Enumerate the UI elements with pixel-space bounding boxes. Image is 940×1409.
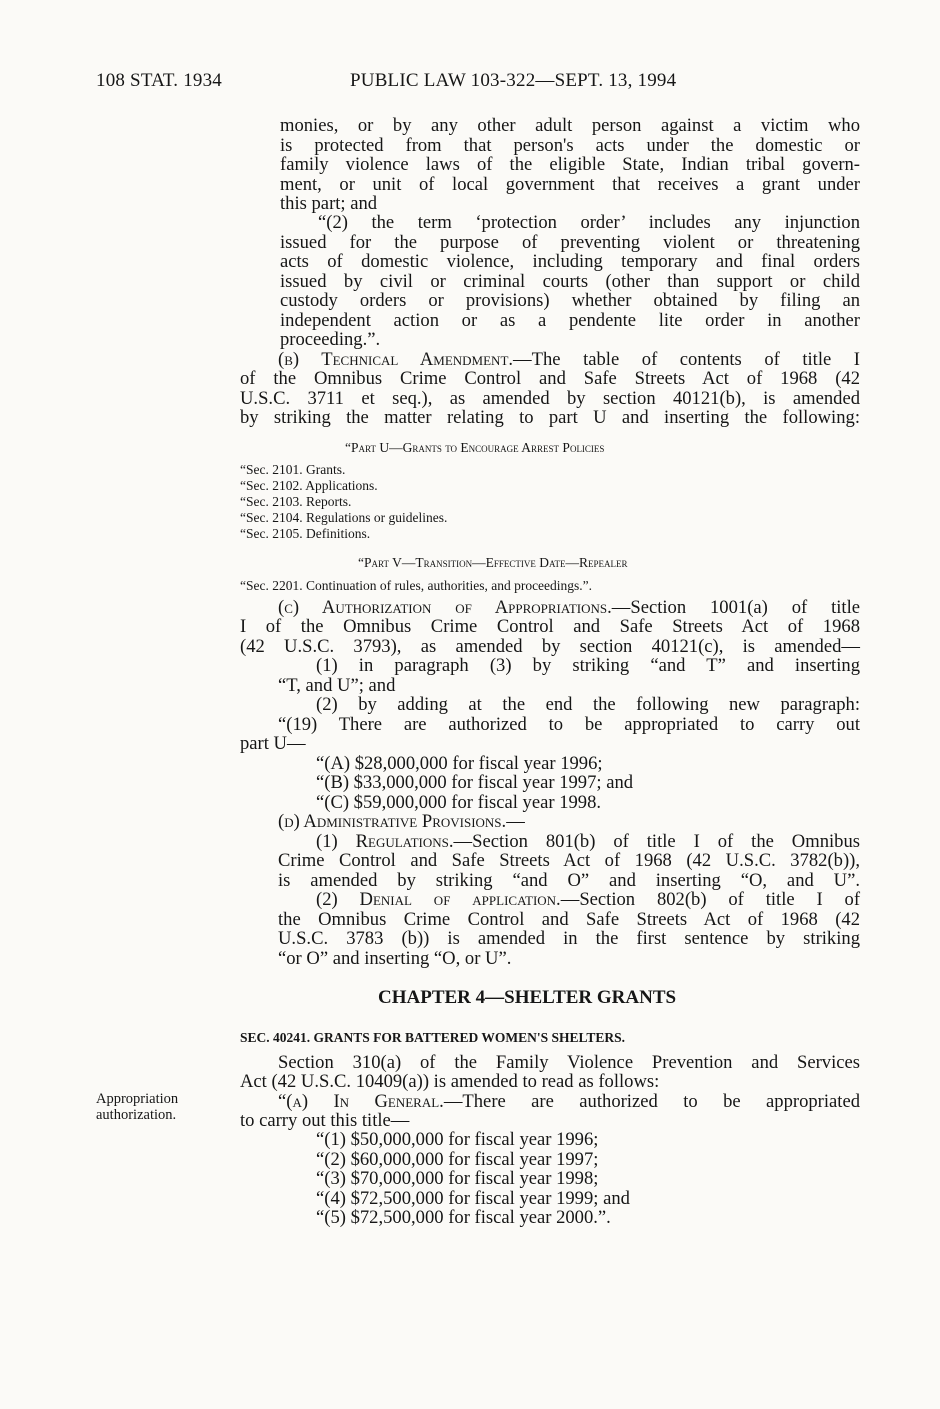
text-line: monies, or by any other adult person against a victim who xyxy=(280,115,860,136)
text-line: independent action or as a pendente lite order in another xyxy=(280,310,860,331)
page-stat-number: 108 STAT. 1934 xyxy=(96,70,223,91)
text-line: is protected from that person's acts under the domestic or xyxy=(280,135,860,156)
subsection-d-heading: (d) Administrative Provisions. xyxy=(278,811,507,832)
text-line: (2) by adding at the end the following new paragraph: xyxy=(316,694,860,715)
text-line: issued for the purpose of preventing violent or threatening xyxy=(280,232,860,253)
text-line: “(19) There are authorized to be appropriated to carry out xyxy=(278,714,860,735)
list-item: “(3) $70,000,000 for fiscal year 1998; xyxy=(316,1168,599,1189)
toc-item: “Sec. 2102. Applications. xyxy=(240,478,378,493)
text-line: issued by civil or criminal courts (other than support or child xyxy=(280,271,860,292)
subsection-d-line: (d) Administrative Provisions.— xyxy=(278,811,525,832)
denial-heading: (2) Denial of application. xyxy=(316,889,561,910)
text-line: I of the Omnibus Crime Control and Safe Streets Act of 1968 xyxy=(240,616,860,637)
text-line: “(2) the term ‘protection order’ includes any injunction xyxy=(318,212,860,233)
margin-note-line: Appropriation xyxy=(96,1091,179,1107)
text-line: (1) in paragraph (3) by striking “and T” and inserting xyxy=(316,655,860,676)
text-line: “or O” and inserting “O, or U”. xyxy=(278,948,512,969)
list-item: “(2) $60,000,000 for fiscal year 1997; xyxy=(316,1149,599,1170)
text-line: custody orders or provisions) whether obtained by filing an xyxy=(280,290,860,311)
section-heading: SEC. 40241. GRANTS FOR BATTERED WOMEN'S SHELTERS. xyxy=(240,1030,625,1045)
text-line: acts of domestic violence, including temporary and final orders xyxy=(280,251,860,272)
regulations-heading: (1) Regulations. xyxy=(316,831,454,852)
list-item: “(C) $59,000,000 for fiscal year 1998. xyxy=(316,792,602,813)
text-line: is amended by striking “and O” and inserting “O, and U”. xyxy=(278,870,860,891)
subsection-b-line: (b) Technical Amendment.—The table of contents of title I xyxy=(278,349,861,370)
text-line: this part; and xyxy=(280,193,378,214)
list-item: “(5) $72,500,000 for fiscal year 2000.”. xyxy=(316,1207,611,1228)
chapter-heading: CHAPTER 4—SHELTER GRANTS xyxy=(378,987,677,1008)
text-line: U.S.C. 3783 (b)) is amended in the first sentence by striking xyxy=(278,928,860,949)
toc-item: “Sec. 2103. Reports. xyxy=(240,494,352,509)
text-line: U.S.C. 3711 et seq.), as amended by section 40121(b), is amended xyxy=(240,388,860,409)
list-item: “(1) $50,000,000 for fiscal year 1996; xyxy=(316,1129,599,1150)
toc-part-u-heading: “Part U—Grants to Encourage Arrest Policies xyxy=(345,440,605,455)
toc-item: “Sec. 2104. Regulations or guidelines. xyxy=(240,510,448,525)
subsection-c-heading: (c) Authorization of Appropriations. xyxy=(278,597,612,618)
toc-item: “Sec. 2105. Definitions. xyxy=(240,526,371,541)
text-line: to carry out this title— xyxy=(240,1110,410,1131)
text-line: “T, and U”; and xyxy=(278,675,396,696)
text-line: part U— xyxy=(240,733,306,754)
text-line: (42 U.S.C. 3793), as amended by section 40121(c), is amended— xyxy=(240,636,860,657)
text-line: Act (42 U.S.C. 10409(a)) is amended to read as follows: xyxy=(240,1071,660,1092)
subsection-b-heading: (b) Technical Amendment. xyxy=(278,349,514,370)
in-general-line: “(a) In General.—There are authorized to be appropriated xyxy=(278,1091,861,1112)
margin-note-line: authorization. xyxy=(96,1107,177,1123)
in-general-heading: “(a) In General. xyxy=(278,1091,444,1112)
margin-note xyxy=(96,1091,178,1123)
text-line: by striking the matter relating to part U and inserting the following: xyxy=(240,407,860,428)
list-item: “(B) $33,000,000 for fiscal year 1997; and xyxy=(316,772,634,793)
text-line: Crime Control and Safe Streets Act of 1968 (42 U.S.C. 3782(b)), xyxy=(278,850,860,871)
toc-item: “Sec. 2101. Grants. xyxy=(240,462,346,477)
page-running-title: PUBLIC LAW 103-322—SEPT. 13, 1994 xyxy=(350,70,677,91)
text-line: proceeding.”. xyxy=(280,329,381,350)
list-item: “(4) $72,500,000 for fiscal year 1999; and xyxy=(316,1188,630,1209)
list-item: “(A) $28,000,000 for fiscal year 1996; xyxy=(316,753,603,774)
toc-part-v-heading: “Part V—Transition—Effective Date—Repealer xyxy=(358,555,628,570)
text-line: ment, or unit of local government that receives a grant under xyxy=(280,174,860,195)
regulations-line: (1) Regulations.—Section 801(b) of title I of the Omnibus xyxy=(316,831,860,852)
denial-line: (2) Denial of application.—Section 802(b) of title I of xyxy=(316,889,861,910)
text-line: the Omnibus Crime Control and Safe Streets Act of 1968 (42 xyxy=(278,909,860,930)
toc-item: “Sec. 2201. Continuation of rules, authorities, and proceedings.”. xyxy=(240,578,593,593)
text-line: family violence laws of the eligible State, Indian tribal govern- xyxy=(280,154,860,175)
subsection-c-line: (c) Authorization of Appropriations.—Section 1001(a) of title xyxy=(278,597,860,618)
text-line: of the Omnibus Crime Control and Safe Streets Act of 1968 (42 xyxy=(240,368,860,389)
text-line: Section 310(a) of the Family Violence Prevention and Services xyxy=(278,1052,860,1073)
